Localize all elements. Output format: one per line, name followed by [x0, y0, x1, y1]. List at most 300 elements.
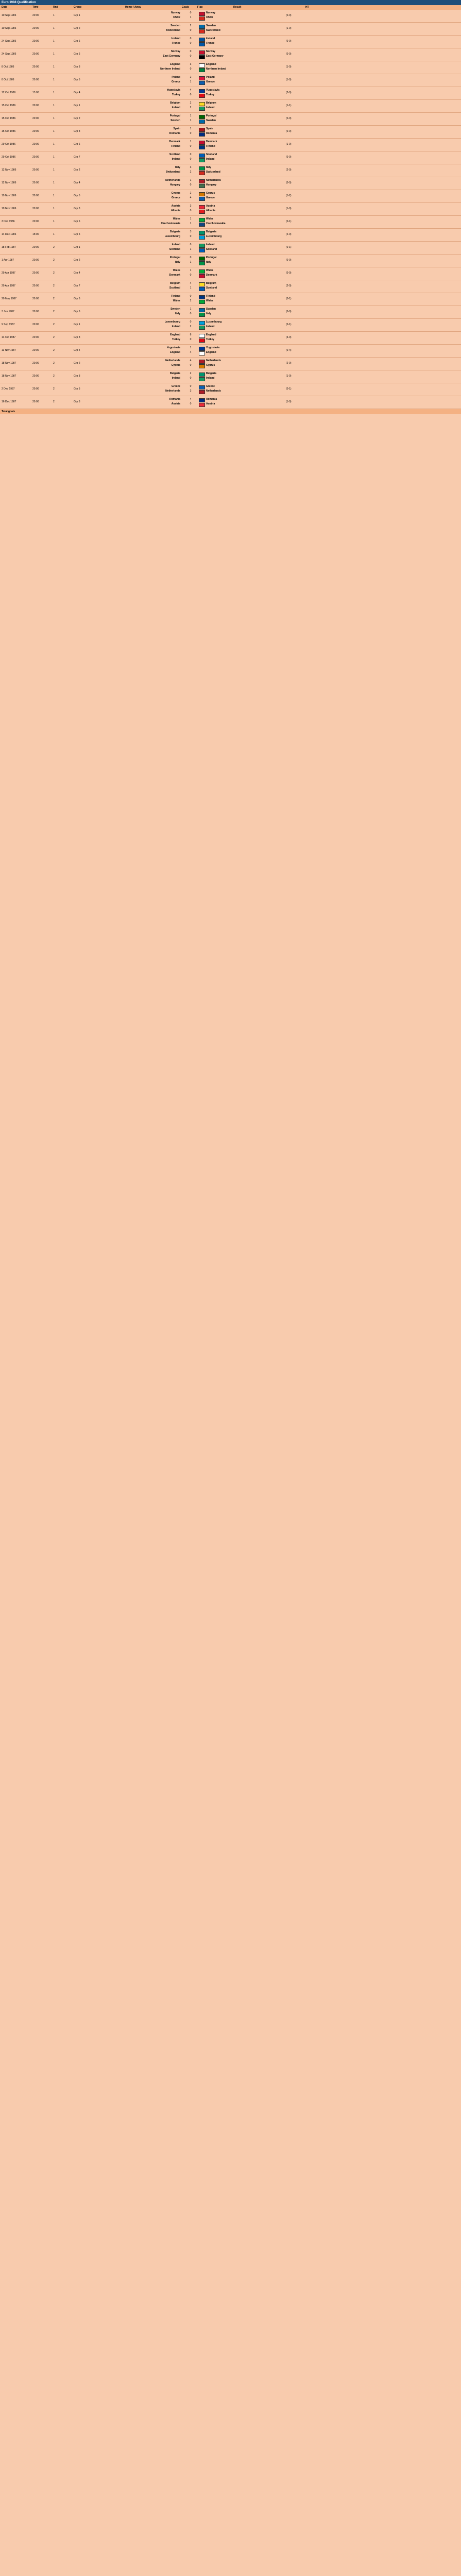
home-flag-icon — [199, 347, 205, 351]
match-meta — [2, 310, 99, 313]
away-team: Luxembourg — [164, 235, 180, 238]
home-goals: 2 — [190, 24, 192, 27]
home-flag-icon — [199, 128, 205, 132]
match-row — [0, 358, 461, 370]
result-team-a: Iceland — [206, 37, 215, 40]
score — [183, 11, 198, 21]
away-flag-icon — [199, 94, 205, 98]
home-team: Romania — [169, 398, 180, 401]
halftime-score: (0-0) — [286, 53, 292, 56]
match-group: Grp 3 — [74, 130, 80, 133]
score — [183, 101, 198, 111]
match-date: 9 Sep 1987 — [2, 323, 15, 326]
result-team-a: Spain — [206, 127, 213, 130]
match-row — [0, 48, 461, 61]
match-meta — [2, 349, 99, 352]
score — [183, 359, 198, 368]
result-team-b: Finland — [206, 145, 215, 148]
match-date: 12 Nov 1986 — [2, 168, 16, 172]
home-team: Portugal — [169, 256, 180, 259]
home-flag-icon — [199, 218, 205, 222]
home-goals: 3 — [190, 230, 192, 233]
match-time: 20:00 — [32, 272, 39, 275]
match-date: 8 Oct 1986 — [2, 78, 14, 81]
result-team-b: Ireland — [206, 325, 215, 328]
home-goals: 4 — [190, 398, 192, 401]
away-goals: 4 — [190, 351, 192, 354]
result — [206, 333, 283, 343]
match-meta — [2, 284, 99, 287]
match-round: 1 — [53, 207, 55, 210]
match-meta — [2, 168, 99, 172]
match-date: 29 Oct 1986 — [2, 156, 16, 159]
match-group: Grp 4 — [74, 91, 80, 94]
home-goals: 0 — [190, 50, 192, 53]
match-group: Grp 2 — [74, 168, 80, 172]
away-team: Romania — [169, 132, 180, 135]
result-team-a: Italy — [206, 166, 212, 169]
result-team-b: Northern Ireland — [206, 67, 226, 71]
match-round: 2 — [53, 400, 55, 403]
away-goals: 1 — [190, 119, 192, 122]
result — [206, 153, 283, 162]
match-round: 2 — [53, 349, 55, 352]
result-team-b: Austria — [206, 402, 215, 405]
result-team-a: Romania — [206, 398, 217, 401]
score — [183, 333, 198, 343]
halftime-score: (0-0) — [286, 272, 292, 275]
result-team-a: Greece — [206, 385, 215, 388]
home-goals: 2 — [190, 101, 192, 105]
result-team-a: Sweden — [206, 308, 216, 311]
score — [183, 63, 198, 72]
away-goals: 0 — [190, 377, 192, 380]
result-team-b: Romania — [206, 132, 217, 135]
match-group: Grp 1 — [74, 104, 80, 107]
away-team: Italy — [175, 312, 180, 315]
home-team: England — [170, 333, 180, 336]
result-team-a: Ireland — [206, 243, 215, 246]
home-flag-icon — [199, 360, 205, 364]
match-round: 1 — [53, 233, 55, 236]
score — [183, 217, 198, 227]
result-team-a: Wales — [206, 269, 214, 272]
away-goals: 0 — [190, 364, 192, 367]
match-time: 20:00 — [32, 375, 39, 378]
away-team: Ireland — [172, 106, 180, 109]
away-goals: 0 — [190, 338, 192, 341]
home-team: Norway — [170, 11, 180, 14]
match-row — [0, 319, 461, 332]
away-goals: 1 — [190, 80, 192, 83]
away-flag-icon — [199, 223, 205, 227]
score — [183, 192, 198, 201]
result-team-b: Greece — [206, 80, 215, 83]
result-team-b: USSR — [206, 16, 213, 19]
match-round: 1 — [53, 220, 55, 223]
away-flag-icon — [199, 16, 205, 21]
halftime-score: (1-0) — [286, 27, 292, 30]
home-flag-icon — [199, 398, 205, 402]
match-group: Grp 6 — [74, 310, 80, 313]
home-goals: 1 — [190, 308, 192, 311]
match-row — [0, 10, 461, 23]
halftime-score: (1-0) — [286, 65, 292, 69]
away-goals: 0 — [190, 67, 192, 71]
halftime-score: (2-0) — [286, 284, 292, 287]
away-team: Czechoslovakia — [161, 222, 180, 225]
match-round: 2 — [53, 362, 55, 365]
halftime-score: (1-1) — [286, 104, 292, 107]
home-goals: 0 — [190, 320, 192, 324]
match-meta — [2, 40, 99, 43]
result-team-a: Luxembourg — [206, 320, 222, 324]
result — [206, 127, 283, 137]
home-team: Norway — [170, 50, 180, 53]
home-team: Spain — [173, 127, 180, 130]
match-row — [0, 396, 461, 409]
home-goals: 4 — [190, 359, 192, 362]
result — [206, 256, 283, 265]
table-header — [0, 5, 461, 10]
result-team-a: Bulgaria — [206, 372, 217, 375]
halftime-score: (0-0) — [286, 181, 292, 184]
match-group: Grp 5 — [74, 233, 80, 236]
match-row — [0, 216, 461, 229]
result-team-a: Finland — [206, 295, 215, 298]
home-goals: 0 — [190, 11, 192, 14]
result-team-a: Austria — [206, 205, 215, 208]
away-team: USSR — [173, 16, 180, 19]
result-team-b: Greece — [206, 196, 215, 199]
result — [206, 308, 283, 317]
away-flag-icon — [199, 107, 205, 111]
result — [206, 346, 283, 355]
home-team: Iceland — [171, 37, 180, 40]
match-round: 1 — [53, 40, 55, 43]
halftime-score: (0-0) — [286, 117, 292, 120]
away-team: England — [170, 351, 180, 354]
match-round: 1 — [53, 168, 55, 172]
match-date: 3 Dec 1986 — [2, 220, 15, 223]
away-team: Scotland — [169, 248, 180, 251]
halftime-score: (1-2) — [286, 194, 292, 197]
result — [206, 50, 283, 59]
home-goals: 3 — [190, 63, 192, 66]
home-flag-icon — [199, 179, 205, 183]
match-group: Grp 2 — [74, 117, 80, 120]
away-flag-icon — [199, 68, 205, 72]
match-date: 2 Dec 1987 — [2, 387, 15, 391]
match-date: 18 Nov 1987 — [2, 362, 16, 365]
result — [206, 372, 283, 381]
away-goals: 0 — [190, 209, 192, 212]
match-meta — [2, 297, 99, 300]
result-team-a: Cyprus — [206, 192, 215, 195]
result-team-a: Portugal — [206, 256, 217, 259]
result — [206, 37, 283, 46]
header-cell: Home / Away — [125, 6, 141, 9]
away-flag-icon — [199, 274, 205, 278]
match-group: Grp 2 — [74, 27, 80, 30]
match-group: Grp 7 — [74, 156, 80, 159]
match-date: 14 Oct 1987 — [2, 336, 16, 339]
score — [183, 385, 198, 394]
match-time: 20:00 — [32, 387, 39, 391]
match-meta — [2, 156, 99, 159]
match-row — [0, 345, 461, 358]
away-team: Netherlands — [165, 389, 180, 393]
match-meta — [2, 194, 99, 197]
home-team: Yugoslavia — [166, 346, 180, 349]
home-flag-icon — [199, 321, 205, 325]
home-team: Netherlands — [165, 359, 180, 362]
match-group: Grp 6 — [74, 220, 80, 223]
match-group: Grp 6 — [74, 40, 80, 43]
halftime-score: (2-0) — [286, 233, 292, 236]
match-meta — [2, 143, 99, 146]
result-team-b: Luxembourg — [206, 235, 222, 238]
match-row — [0, 280, 461, 293]
away-goals: 0 — [190, 402, 192, 405]
away-flag-icon — [199, 248, 205, 252]
header-cell: Flag — [197, 6, 203, 9]
match-date: 20 May 1987 — [2, 297, 16, 300]
home-goals: 0 — [190, 256, 192, 259]
home-goals: 1 — [190, 179, 192, 182]
away-team: Finland — [171, 145, 180, 148]
match-time: 20:00 — [32, 53, 39, 56]
result-team-b: Switzerland — [206, 171, 220, 174]
away-team: Switzerland — [166, 171, 180, 174]
match-date: 18 Feb 1987 — [2, 246, 16, 249]
match-round: 1 — [53, 27, 55, 30]
away-team: Albania — [170, 209, 180, 212]
match-round: 1 — [53, 181, 55, 184]
home-goals: 8 — [190, 333, 192, 336]
result-team-a: Netherlands — [206, 359, 221, 362]
match-meta — [2, 117, 99, 120]
away-team: France — [172, 42, 180, 45]
score — [183, 295, 198, 304]
match-time: 20:00 — [32, 130, 39, 133]
match-row — [0, 61, 461, 74]
match-time: 15:00 — [32, 91, 39, 94]
score — [183, 282, 198, 291]
match-meta — [2, 130, 99, 133]
score — [183, 114, 198, 124]
match-time: 20:00 — [32, 168, 39, 172]
match-round: 1 — [53, 143, 55, 146]
match-row — [0, 87, 461, 100]
match-time: 20:00 — [32, 40, 39, 43]
match-meta — [2, 375, 99, 378]
result — [206, 89, 283, 98]
home-team: Austria — [171, 205, 180, 208]
match-time: 20:00 — [32, 246, 39, 249]
match-group: Grp 4 — [74, 272, 80, 275]
result — [206, 140, 283, 149]
halftime-score: (0-1) — [286, 220, 292, 223]
home-goals: 0 — [190, 243, 192, 246]
result — [206, 179, 283, 188]
match-time: 20:00 — [32, 27, 39, 30]
halftime-score: (0-0) — [286, 40, 292, 43]
match-row — [0, 164, 461, 177]
result — [206, 11, 283, 21]
halftime-score: (0-1) — [286, 297, 292, 300]
match-time: 20:00 — [32, 117, 39, 120]
match-row — [0, 203, 461, 216]
home-team: Belgium — [170, 282, 180, 285]
match-time: 20:00 — [32, 297, 39, 300]
match-meta — [2, 181, 99, 184]
away-goals: 0 — [190, 29, 192, 32]
score — [183, 24, 198, 33]
home-goals: 2 — [190, 76, 192, 79]
result-team-b: Italy — [206, 312, 212, 315]
halftime-score: (1-0) — [286, 207, 292, 210]
score — [183, 256, 198, 265]
result-team-a: Norway — [206, 11, 216, 14]
result-team-b: France — [206, 42, 215, 45]
away-team: Cyprus — [171, 364, 180, 367]
match-date: 15 Oct 1986 — [2, 104, 16, 107]
halftime-score: (2-0) — [286, 91, 292, 94]
match-time: 20:00 — [32, 349, 39, 352]
halftime-score: (4-0) — [286, 336, 292, 339]
home-team: Yugoslavia — [166, 89, 180, 92]
match-row — [0, 383, 461, 396]
result-team-a: Bulgaria — [206, 230, 217, 233]
match-group: Grp 3 — [74, 336, 80, 339]
away-flag-icon — [199, 184, 205, 188]
header-cell: Goals — [182, 6, 189, 9]
score — [183, 166, 198, 175]
away-flag-icon — [199, 210, 205, 214]
result — [206, 166, 283, 175]
match-date: 8 Oct 1986 — [2, 65, 14, 69]
halftime-score: (1-0) — [286, 78, 292, 81]
match-round: 1 — [53, 14, 55, 17]
home-goals: 3 — [190, 205, 192, 208]
match-group: Grp 1 — [74, 323, 80, 326]
away-flag-icon — [199, 313, 205, 317]
match-round: 1 — [53, 156, 55, 159]
away-goals: 1 — [190, 222, 192, 225]
home-flag-icon — [199, 141, 205, 145]
match-time: 20:00 — [32, 323, 39, 326]
match-time: 15:00 — [32, 233, 39, 236]
away-team: Ireland — [172, 158, 180, 161]
match-row — [0, 126, 461, 139]
result-team-a: Yugoslavia — [206, 89, 220, 92]
away-flag-icon — [199, 81, 205, 85]
result — [206, 295, 283, 304]
away-flag-icon — [199, 390, 205, 394]
result-team-b: Italy — [206, 261, 212, 264]
match-time: 20:00 — [32, 207, 39, 210]
result-team-b: Wales — [206, 299, 214, 302]
header-cell: HT — [305, 6, 309, 9]
match-row — [0, 113, 461, 126]
result — [206, 269, 283, 278]
away-goals: 0 — [190, 93, 192, 96]
away-team: Switzerland — [166, 29, 180, 32]
away-goals: 0 — [190, 158, 192, 161]
away-team: Italy — [175, 261, 180, 264]
match-time: 20:00 — [32, 156, 39, 159]
away-goals: 2 — [190, 325, 192, 328]
match-row — [0, 306, 461, 319]
header-cell: Date — [2, 6, 7, 9]
home-goals: 4 — [190, 282, 192, 285]
home-flag-icon — [199, 192, 205, 196]
match-time: 20:00 — [32, 362, 39, 365]
away-flag-icon — [199, 42, 205, 46]
match-time: 20:00 — [32, 259, 39, 262]
score — [183, 89, 198, 98]
halftime-score: (0-1) — [286, 323, 292, 326]
score — [183, 50, 198, 59]
home-goals: 0 — [190, 295, 192, 298]
score — [183, 269, 198, 278]
home-flag-icon — [199, 334, 205, 338]
match-date: 1 Apr 1987 — [2, 259, 14, 262]
home-flag-icon — [199, 257, 205, 261]
result-team-b: Turkey — [206, 338, 215, 341]
away-goals: 2 — [190, 299, 192, 302]
result-team-a: Wales — [206, 217, 214, 221]
away-flag-icon — [199, 29, 205, 33]
match-round: 2 — [53, 336, 55, 339]
match-time: 20:00 — [32, 143, 39, 146]
match-meta — [2, 272, 99, 275]
match-date: 10 Sep 1986 — [2, 27, 16, 30]
match-group: Grp 3 — [74, 375, 80, 378]
home-flag-icon — [199, 372, 205, 377]
result — [206, 101, 283, 111]
match-meta — [2, 233, 99, 236]
away-flag-icon — [199, 120, 205, 124]
away-flag-icon — [199, 235, 205, 240]
halftime-score: (0-1) — [286, 387, 292, 391]
score — [183, 37, 198, 46]
halftime-score: (1-0) — [286, 375, 292, 378]
match-meta — [2, 207, 99, 210]
home-goals: 2 — [190, 192, 192, 195]
result-team-b: Cyprus — [206, 364, 215, 367]
home-flag-icon — [199, 244, 205, 248]
match-meta — [2, 53, 99, 56]
away-team: Wales — [173, 299, 180, 302]
match-date: 14 Dec 1986 — [2, 233, 16, 236]
halftime-score: (0-0) — [286, 259, 292, 262]
match-round: 2 — [53, 387, 55, 391]
away-flag-icon — [199, 261, 205, 265]
match-group: Grp 2 — [74, 362, 80, 365]
header-cell: Rnd — [53, 6, 58, 9]
away-goals: 2 — [190, 171, 192, 174]
away-flag-icon — [199, 158, 205, 162]
away-flag-icon — [199, 377, 205, 381]
score — [183, 398, 198, 407]
match-date: 10 Sep 1986 — [2, 14, 16, 17]
match-round: 1 — [53, 130, 55, 133]
home-team: England — [170, 63, 180, 66]
header-cell: Group — [74, 6, 81, 9]
header-cell — [218, 5, 233, 10]
